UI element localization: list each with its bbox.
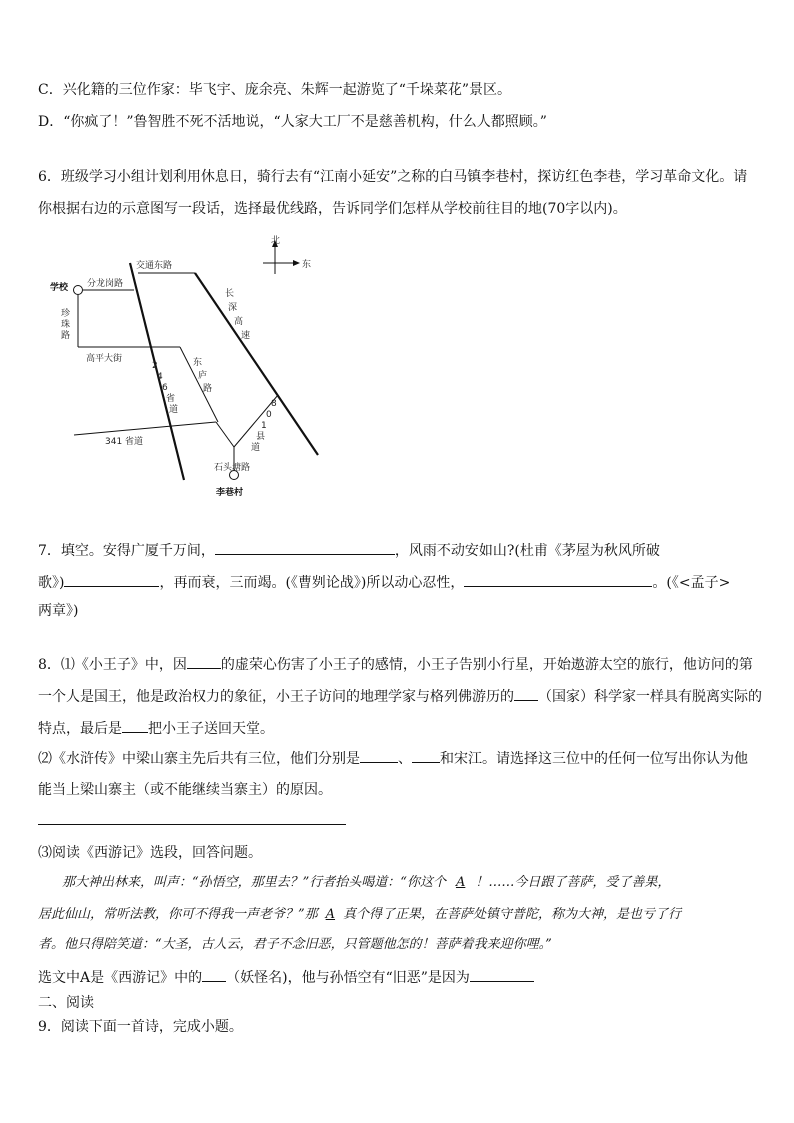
map-label-246-5: 道 (169, 405, 179, 415)
passage-line-3: 者。他只得陪笑道：“大圣，古人云，君子不念旧恶，只管题他怎的！菩萨着我来迎你哩。” (38, 937, 552, 952)
q8-blank-5[interactable] (412, 748, 440, 763)
map-label-dongyun-2: 庐 (198, 371, 208, 381)
q8-blank-1[interactable] (187, 654, 221, 669)
map-label-246-4: 省 (166, 394, 176, 404)
map-label-801-2: 0 (266, 410, 272, 420)
q8-blank-4[interactable] (360, 748, 398, 763)
question-7-line-2 (38, 572, 730, 593)
passage-text-4: 真个得了正果，在菩萨处镇守普陀，称为大神，是也亏了行 (343, 907, 682, 922)
passage-text-2: ！……今日跟了菩萨，受了善果， (475, 875, 671, 890)
q8-text-2: 的虚荣心伤害了小王子的感情，小王子告别小行星，开始遨游太空的旅行，他访问的第 (220, 657, 753, 673)
map-label-801-5: 道 (251, 443, 261, 453)
q8-text-7: ⑵《水浒传》中梁山寨主先后共有三位，他们分别是 (38, 751, 360, 767)
q8-blank-2[interactable] (514, 686, 538, 701)
question-8-line-7 (38, 967, 534, 988)
question-8-line-3 (38, 718, 274, 739)
question-7-line-1 (38, 540, 660, 561)
map-label-school: 学校 (50, 283, 69, 293)
map-label-zhenzhu-3: 路 (61, 331, 71, 341)
q8-text-8: 、 (398, 751, 412, 767)
map-label-dongyun-1: 东 (193, 358, 203, 368)
option-d: D．“你疯了！”鲁智胜不死不活地说，“人家大工厂不是慈善机构，什么人都照顾。” (38, 114, 547, 130)
question-6-line-2: 你根据右边的示意图写一段话，选择最优线路，告诉同学们怎样从学校前往目的地(70字以内)。 (38, 201, 627, 217)
passage-a-2: A (325, 907, 336, 922)
q8-blank-3[interactable] (122, 718, 148, 733)
map-label-dongyun-3: 路 (203, 384, 213, 394)
q8-text-1: 8．⑴《小王子》中，因 (38, 657, 187, 673)
q7-text-2: ，风雨不动安如山?(杜甫《茅屋为秋风所破 (394, 543, 660, 559)
map-label-shitoudong: 石头塘路 (214, 463, 251, 473)
q8-text-4: （国家）科学家一样具有脱离实际的 (538, 689, 762, 705)
option-c: C．兴化籍的三位作家：毕飞宇、庞余亮、朱辉一起游览了“千垛菜花”景区。 (38, 82, 512, 98)
map-label-246-2: 4 (157, 372, 163, 382)
q7-text-5: 。(《<孟子> (652, 575, 731, 591)
question-6-line-1: 6．班级学习小组计划利用休息日，骑行去有“江南小延安”之称的白马镇李巷村，探访红色李巷，学习革命文化。请 (38, 169, 748, 185)
map-label-246-3: 6 (162, 383, 168, 393)
map-label-changshen-3: 高 (234, 317, 244, 327)
map-label-north: 北 (271, 236, 281, 246)
q7-blank-3[interactable] (464, 572, 652, 587)
route-map (38, 230, 328, 500)
passage-text-1: 那大神出林来，叫声：“孙悟空，那里去？”行者抬头喝道：“你这个 (62, 875, 446, 890)
question-7-line-3: 两章》) (38, 603, 79, 619)
answer-line[interactable] (38, 824, 346, 825)
passage-a-1: A (455, 875, 466, 890)
question-8-line-6: ⑶阅读《西游记》选段，回答问题。 (38, 845, 262, 861)
map-label-zhenzhu-1: 珍 (61, 309, 71, 319)
question-8-line-4 (38, 748, 748, 769)
map-label-east: 东 (302, 260, 312, 270)
map-label-lixiang: 李巷村 (216, 488, 244, 498)
map-label-801-1: 8 (271, 399, 277, 409)
q7-text-3: 歌》) (38, 575, 65, 591)
map-label-801-3: 1 (261, 421, 267, 431)
q8-text-6: 把小王子送回天堂。 (148, 721, 274, 737)
map-label-changshen-2: 深 (228, 303, 238, 313)
passage-line-2 (38, 905, 681, 925)
q8-text-11: （妖怪名)，他与孙悟空有“旧恶”是因为 (226, 970, 470, 986)
q8-text-3: 一个人是国王，他是政治权力的象征，小王子访问的地理学家与格列佛游历的 (38, 689, 514, 705)
passage-text-3: 居此仙山，常听法教，你可不得我一声老爷？”那 (38, 907, 318, 922)
q7-blank-2[interactable] (64, 572, 159, 587)
map-label-jiaotong: 交通东路 (136, 261, 173, 271)
passage-line-1 (62, 873, 670, 893)
q7-text-4: ，再而衰，三而竭。(《曹刿论战》)所以动心忍性， (159, 575, 465, 591)
compass-icon (263, 240, 300, 274)
map-label-gaoping: 高平大街 (86, 354, 123, 364)
section-2-heading: 二、阅读 (38, 995, 94, 1011)
map-label-changshen-4: 速 (241, 331, 251, 341)
map-label-246-1: 2 (152, 361, 158, 371)
map-label-801-4: 县 (256, 432, 266, 442)
question-8-line-1 (38, 654, 753, 675)
map-label-fenlong: 分龙岗路 (87, 279, 124, 289)
q8-blank-7[interactable] (470, 967, 534, 982)
map-label-changshen-1: 长 (225, 289, 235, 299)
map-label-zhenzhu-2: 珠 (61, 320, 71, 330)
q8-text-5: 特点，最后是 (38, 721, 122, 737)
question-8-line-2 (38, 686, 762, 707)
q7-blank-1[interactable] (215, 540, 395, 555)
question-8-line-5: 能当上梁山寨主（或不能继续当寨主）的原因。 (38, 782, 332, 798)
map-label-341: 341 省道 (105, 437, 144, 447)
q8-text-9: 和宋江。请选择这三位中的任何一位写出你认为他 (440, 751, 748, 767)
q8-blank-6[interactable] (202, 967, 226, 982)
q7-text-1: 7．填空。安得广厦千万间， (38, 543, 215, 559)
question-9: 9．阅读下面一首诗，完成小题。 (38, 1019, 243, 1035)
q8-text-10: 选文中A是《西游记》中的 (38, 970, 203, 986)
